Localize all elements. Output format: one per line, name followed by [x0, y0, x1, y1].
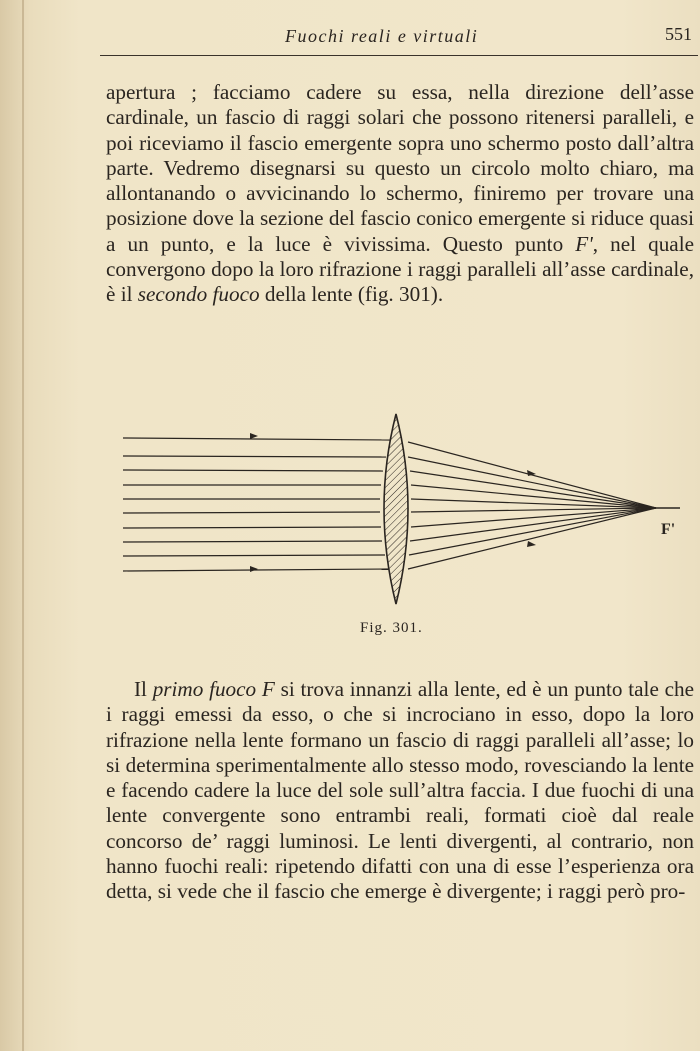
paragraph-2-text-a: Il [134, 677, 153, 701]
incoming-arrows [250, 433, 258, 572]
paragraph-2 [106, 677, 694, 905]
incoming-rays [123, 438, 390, 571]
header-title: Fuochi reali e virtuali [285, 26, 479, 46]
running-header [100, 22, 698, 52]
paragraph-1-text-b: , nel quale convergono dopo la loro rifrazione i raggi paralleli all’asse cardinale, è il [106, 231, 694, 307]
converging-rays [408, 442, 656, 569]
figure-caption: Fig. 301. [360, 620, 423, 636]
paragraph-2-text-b: si trova innanzi alla lente, ed è un punto tale che i raggi emessi da esso, o che si incrociano in esso, dopo la loro rifrazione nella lente formano un fascio di raggi paralleli all’asse; lo si determina sperimentalmente allo stesso modo, rovesciando la lente e facendo cadere la luce del sole sull’altra faccia. I due fuochi di una lente convergente sono entrambi reali, formati cioè dal reale concorso de’ raggi luminosi. Le lenti divergenti, al contrario, non hanno fuochi reali: ripetendo difatti con una di esse l’esperienza ora detta, si vede che il fascio che emerge è divergente; i raggi però pro- [106, 677, 694, 904]
convex-lens [384, 414, 408, 604]
book-spine-shadow [22, 0, 24, 1051]
paragraph-1-text-c: della lente (fig. 301). [259, 282, 444, 307]
page-number: 551 [665, 24, 692, 44]
lens-figure [118, 408, 688, 613]
focus-label: F' [661, 521, 676, 538]
emphasis-primo-fuoco: primo fuoco F [152, 677, 275, 701]
lens-diagram [118, 408, 688, 613]
symbol-f-prime: F' [575, 231, 593, 256]
paragraph-1-text-a: apertura ; facciamo cadere su essa, nella direzione dell’asse cardinale, un fascio di raggi solari che possono ritenersi paralleli, e poi riceviamo il fascio emergente sopra uno schermo posto dall’altra parte. Vedremo disegnarsi su questo un circolo molto chiaro, ma allontanando o avvicinando lo schermo, finiremo per trovare una posizione dove la sezione del fascio conico emergente si riduce quasi a un punto, e la luce è vivissima. Questo punto [106, 80, 694, 256]
paragraph-1 [106, 80, 694, 308]
emphasis-secondo-fuoco: secondo fuoco [137, 282, 260, 307]
header-rule [100, 55, 698, 56]
